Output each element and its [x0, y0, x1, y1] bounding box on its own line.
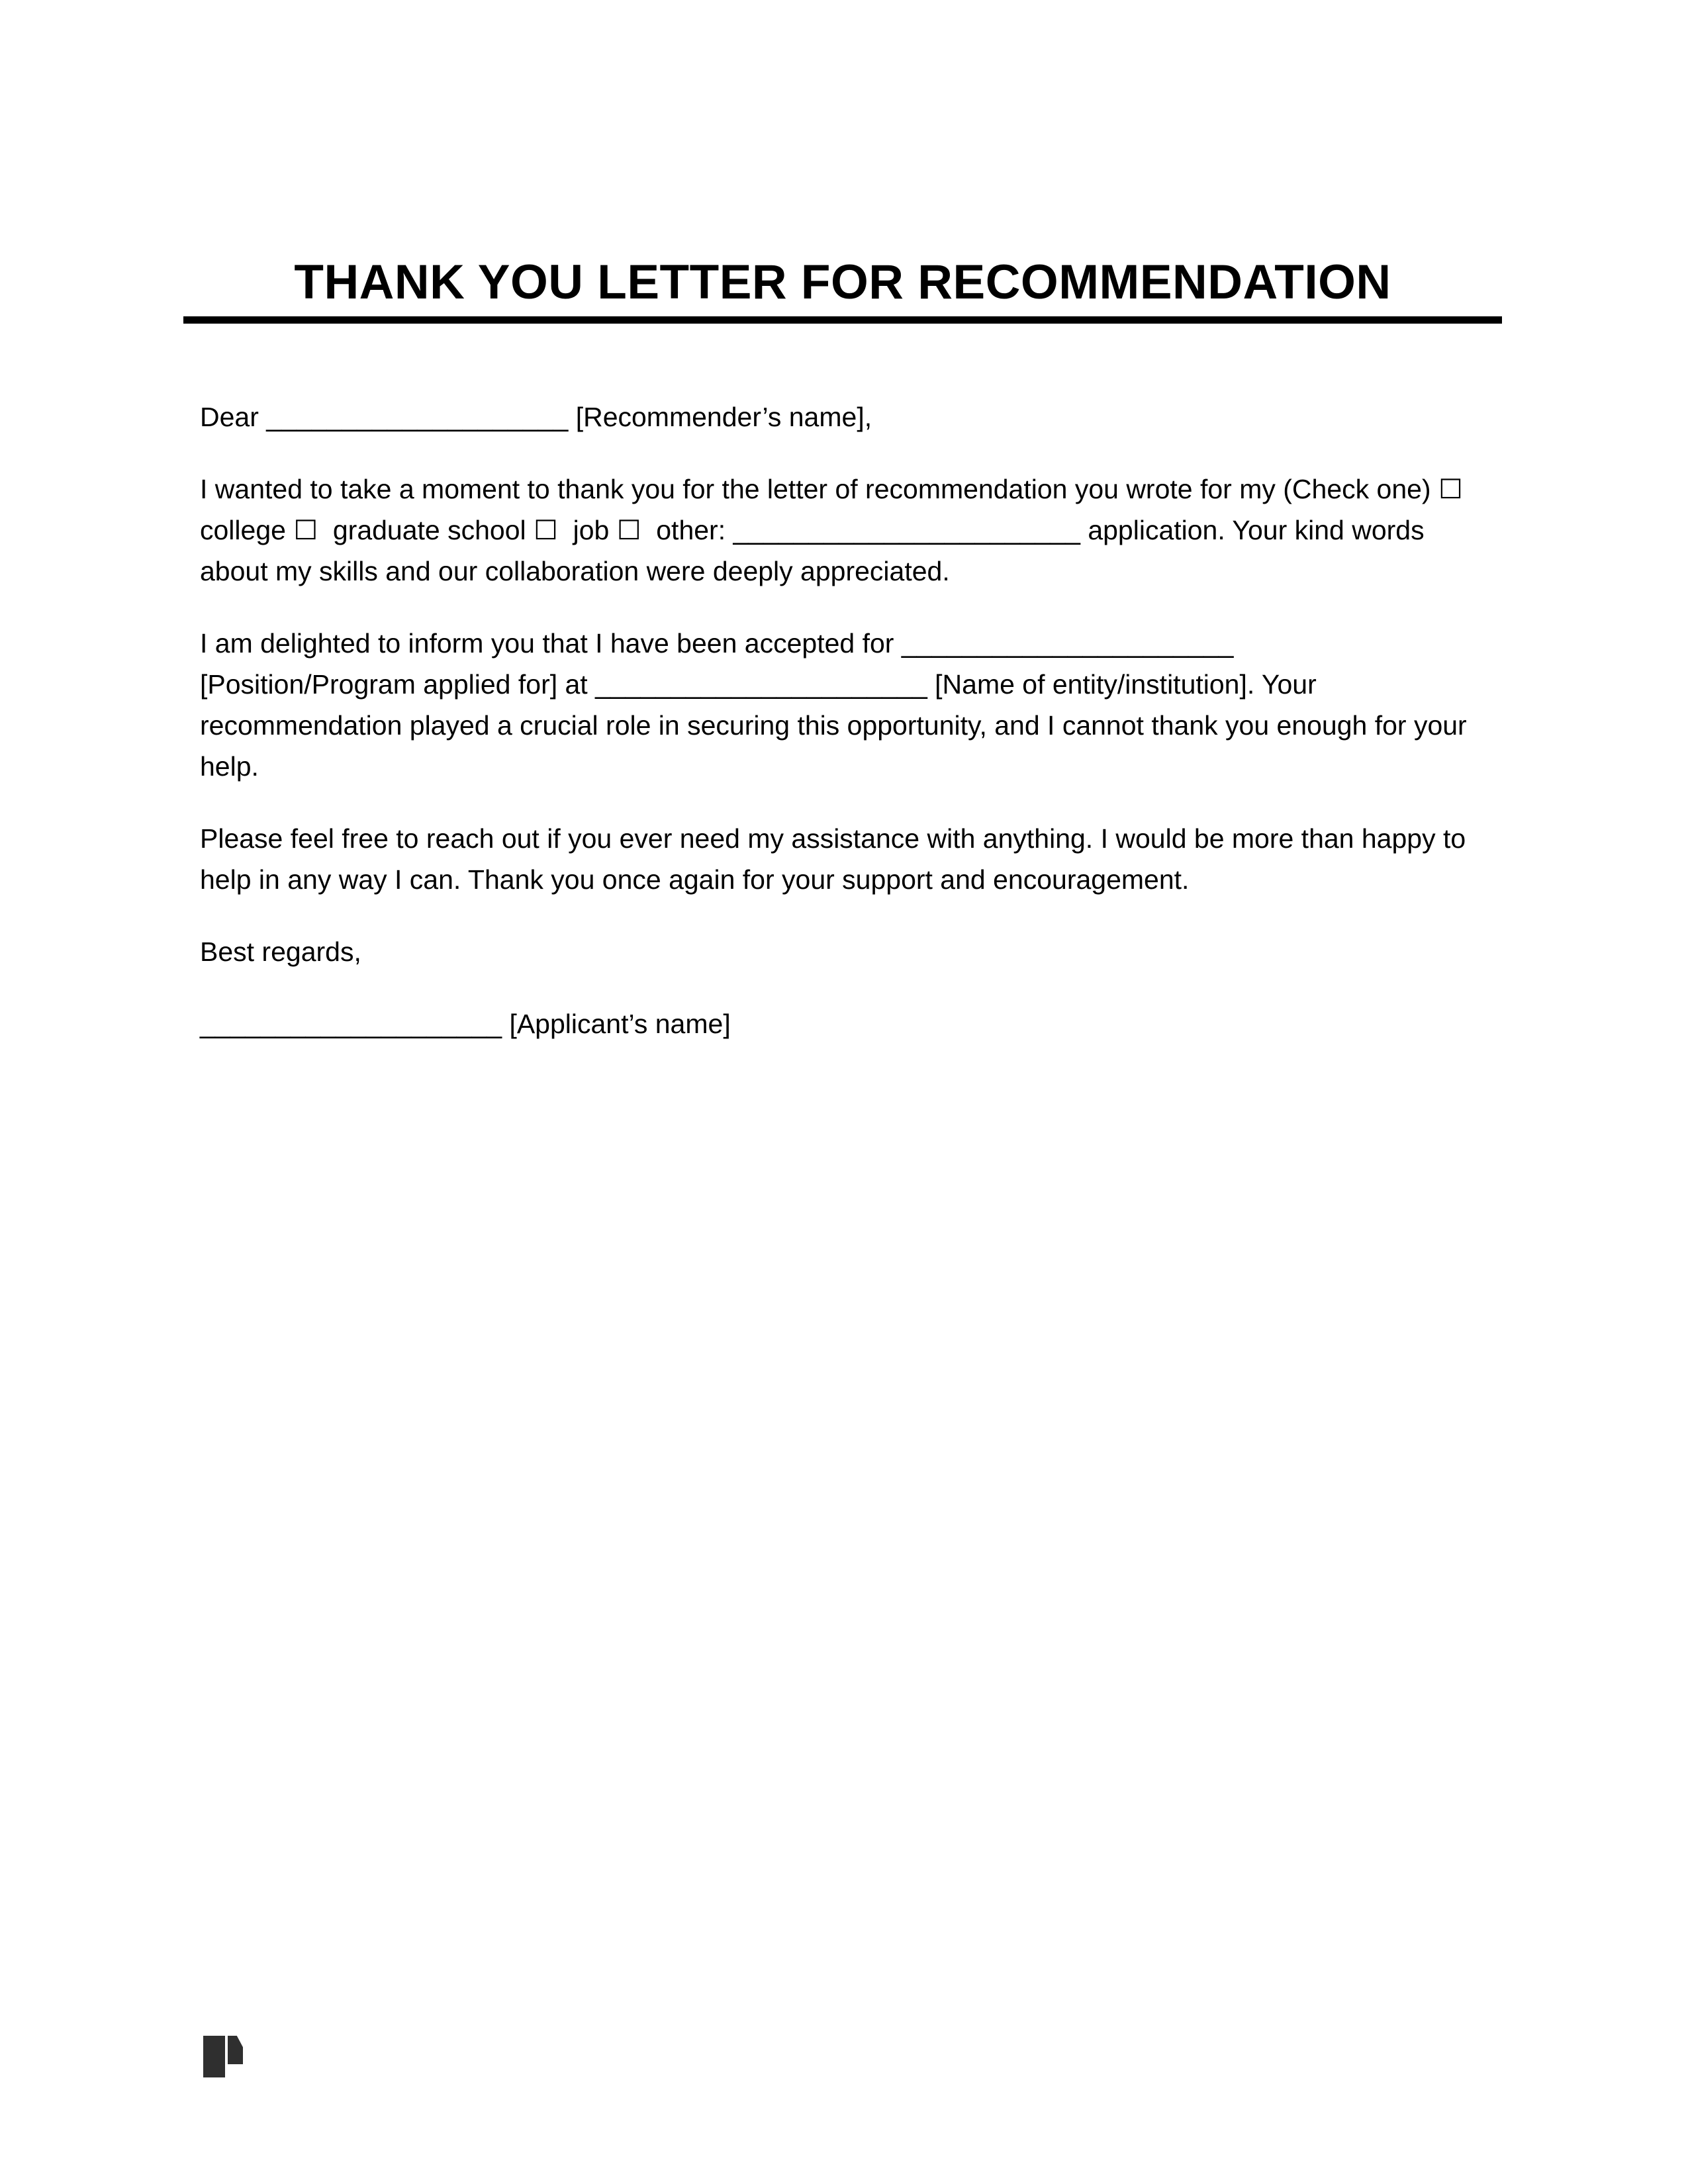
blank-entity-institution[interactable]: ______________________ — [595, 669, 927, 700]
crucial-role-text: recommendation played a crucial role in securing this opportunity, and I cannot thank you enough for your — [200, 710, 1467, 741]
option-college-label: college — [200, 515, 294, 545]
recommender-name-label: [Recommender’s name], — [568, 402, 872, 432]
signature-paragraph — [200, 1003, 1502, 1044]
paragraph-thanks-line-2 — [200, 510, 1502, 551]
paragraph-acceptance-line-4 — [200, 746, 1502, 787]
closing-text: Best regards, — [200, 936, 361, 967]
paragraph-offer-help-line-1 — [200, 818, 1502, 859]
blank-applicant-name[interactable]: ____________________ — [200, 1009, 502, 1039]
logo-folded-corner-block — [228, 2036, 243, 2064]
blank-position-program[interactable]: ______________________ — [901, 628, 1234, 659]
checkbox-college-icon[interactable]: ☐ — [1438, 473, 1463, 505]
paragraph-thanks-line-3 — [200, 551, 1502, 592]
paragraph-offer-help — [200, 818, 1502, 900]
option-job-label: job — [557, 515, 617, 545]
signature-line — [200, 1003, 1502, 1044]
offer-help-text-1: Please feel free to reach out if you ever need my assistance with anything. I would be more than happy to — [200, 823, 1466, 854]
application-tail-text: application. Your kind words — [1080, 515, 1425, 545]
salutation-line — [200, 396, 1502, 437]
paragraph-thanks — [200, 469, 1502, 592]
letter-content — [200, 396, 1502, 1044]
paragraph-acceptance-line-2 — [200, 664, 1502, 705]
appreciation-text: about my skills and our collaboration were deeply appreciated. — [200, 556, 950, 586]
thanks-intro-text: I wanted to take a moment to thank you for the letter of recommendation you wrote for my (Check one) — [200, 474, 1438, 504]
closing-line — [200, 931, 1502, 972]
paragraph-thanks-line-1 — [200, 469, 1502, 510]
legal-templates-logo — [203, 2036, 243, 2077]
paragraph-acceptance-line-1 — [200, 623, 1502, 664]
checkbox-job-icon[interactable]: ☐ — [534, 514, 558, 546]
title-rule — [183, 316, 1502, 324]
paragraph-offer-help-line-2 — [200, 859, 1502, 900]
blank-recommender-name[interactable]: ____________________ — [266, 402, 569, 432]
help-text: help. — [200, 751, 259, 782]
applicant-name-label: [Applicant’s name] — [502, 1009, 731, 1039]
closing-paragraph — [200, 931, 1502, 972]
option-other-label: other: — [641, 515, 733, 545]
paragraph-acceptance-line-3 — [200, 705, 1502, 746]
salutation-text: Dear — [200, 402, 267, 432]
checkbox-graduate-school-icon[interactable]: ☐ — [293, 514, 318, 546]
position-program-label: [Position/Program applied for] at — [200, 669, 596, 700]
document-body — [183, 0, 1502, 1075]
offer-help-text-2: help in any way I can. Thank you once again for your support and encouragement. — [200, 864, 1190, 895]
salutation-paragraph — [200, 396, 1502, 437]
acceptance-intro-text: I am delighted to inform you that I have been accepted for — [200, 628, 902, 659]
document-title: THANK YOU LETTER FOR RECOMMENDATION — [294, 255, 1391, 309]
option-graduate-school-label: graduate school — [318, 515, 534, 545]
checkbox-other-icon[interactable]: ☐ — [616, 514, 641, 546]
entity-institution-label: [Name of entity/institution]. Your — [927, 669, 1317, 700]
logo-left-block — [203, 2036, 225, 2077]
paragraph-acceptance — [200, 623, 1502, 787]
blank-other-application[interactable]: _______________________ — [733, 515, 1080, 545]
